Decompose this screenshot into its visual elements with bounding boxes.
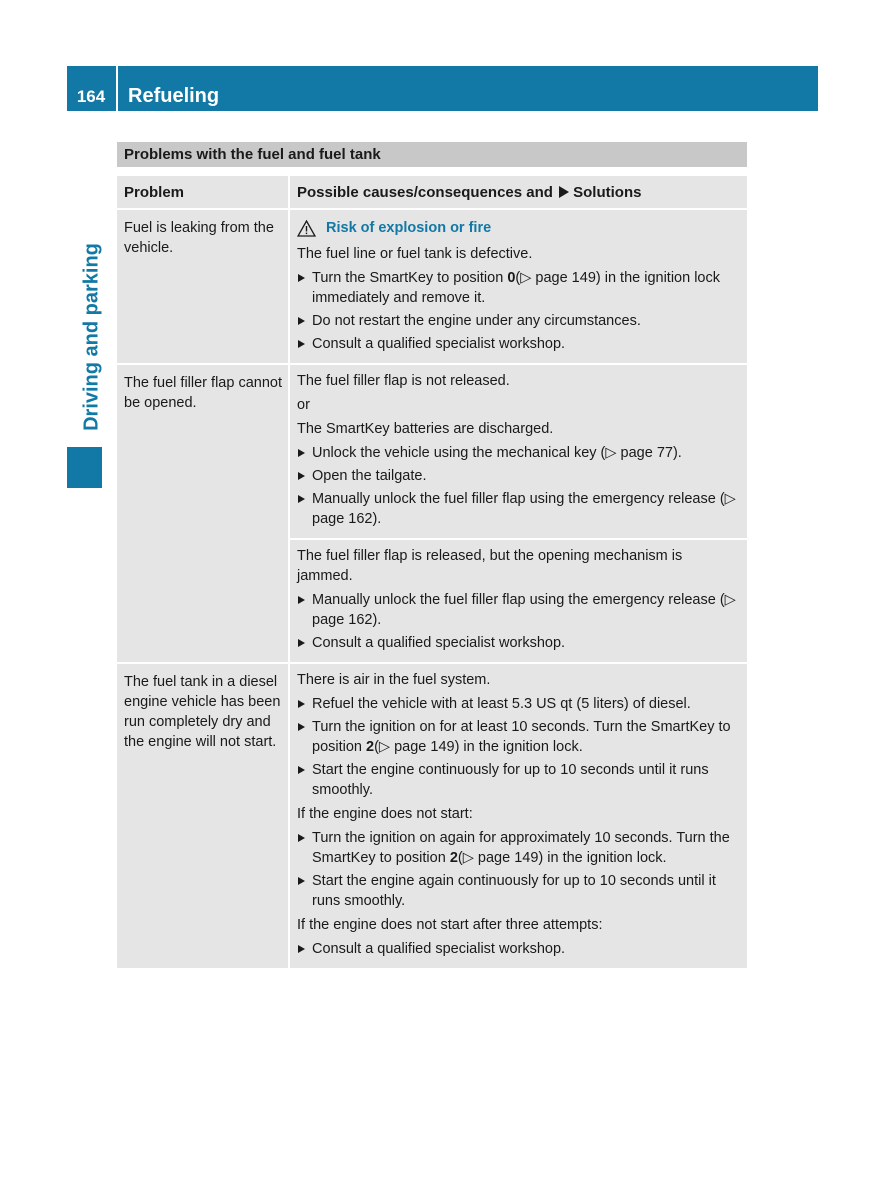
header-divider (116, 66, 118, 111)
warning-label: Risk of explosion or fire (326, 220, 492, 236)
table-row (117, 662, 747, 968)
column-header-solutions-suffix: Solutions (573, 184, 642, 201)
column-header-solutions-prefix: Possible causes/consequences and (297, 184, 553, 201)
page-header (67, 66, 818, 111)
table-row (117, 363, 747, 662)
solution-block (290, 538, 747, 662)
cause-text: The SmartKey batteries are discharged. (297, 421, 554, 437)
table-row (117, 208, 747, 363)
cause-text: The fuel filler flap is released, but the opening mechanism is jammed. (297, 548, 683, 584)
side-tab (77, 237, 107, 437)
warning-notice (297, 218, 741, 238)
side-tab-label: Driving and parking (80, 243, 103, 431)
step-item: Refuel the vehicle with at least 5.3 US qt (5 liters) of diesel. (297, 694, 741, 714)
cause-text: The fuel filler flap is not released. (297, 373, 510, 389)
step-item: Turn the ignition on for at least 10 seconds. Turn the SmartKey to position 2(▷ page 149) in the ignition lock. (297, 717, 741, 757)
step-item: Manually unlock the fuel filler flap using the emergency release (▷ page 162). (297, 489, 741, 529)
step-item: Open the tailgate. (297, 466, 741, 486)
condition-text: If the engine does not start after three attempts: (297, 917, 603, 933)
step-item: Turn the ignition on again for approximately 10 seconds. Turn the SmartKey to position 2(▷ page 149) in the ignition lock. (297, 828, 741, 868)
page-number: 164 (76, 87, 106, 106)
table-title: Problems with the fuel and fuel tank (117, 142, 747, 167)
warning-triangle-icon (297, 220, 316, 237)
problem-cell: The fuel tank in a diesel engine vehicle has been run completely dry and the engine will not start. (117, 664, 290, 968)
cause-text: There is air in the fuel system. (297, 672, 491, 688)
step-item: Start the engine continuously for up to 10 seconds until it runs smoothly. (297, 760, 741, 800)
fuel-problems-table (117, 142, 747, 968)
step-item: Unlock the vehicle using the mechanical key (▷ page 77). (297, 443, 741, 463)
column-header-solutions (290, 176, 747, 208)
solution-cell (290, 664, 747, 968)
step-item: Consult a qualified specialist workshop. (297, 939, 741, 959)
solution-block (290, 664, 747, 968)
step-arrow-icon (559, 186, 569, 198)
step-item: Turn the SmartKey to position 0(▷ page 149) in the ignition lock immediately and remove it. (297, 268, 741, 308)
problem-cell: Fuel is leaking from the vehicle. (117, 210, 290, 363)
solution-cell (290, 210, 747, 363)
step-item: Manually unlock the fuel filler flap using the emergency release (▷ page 162). (297, 590, 741, 630)
page-title: Refueling (128, 85, 220, 107)
step-item: Consult a qualified specialist workshop. (297, 633, 741, 653)
cause-text: The fuel line or fuel tank is defective. (297, 246, 533, 262)
side-tab-marker (67, 447, 102, 488)
column-header-problem: Problem (117, 176, 290, 208)
solution-block (290, 210, 747, 363)
solution-block (290, 365, 747, 538)
solution-cell (290, 365, 747, 662)
cause-text: or (297, 397, 310, 413)
problem-cell: The fuel filler flap cannot be opened. (117, 365, 290, 662)
step-item: Do not restart the engine under any circumstances. (297, 311, 741, 331)
condition-text: If the engine does not start: (297, 806, 473, 822)
table-header-row (117, 174, 747, 208)
step-item: Consult a qualified specialist workshop. (297, 334, 741, 354)
step-item: Start the engine again continuously for up to 10 seconds until it runs smoothly. (297, 871, 741, 911)
